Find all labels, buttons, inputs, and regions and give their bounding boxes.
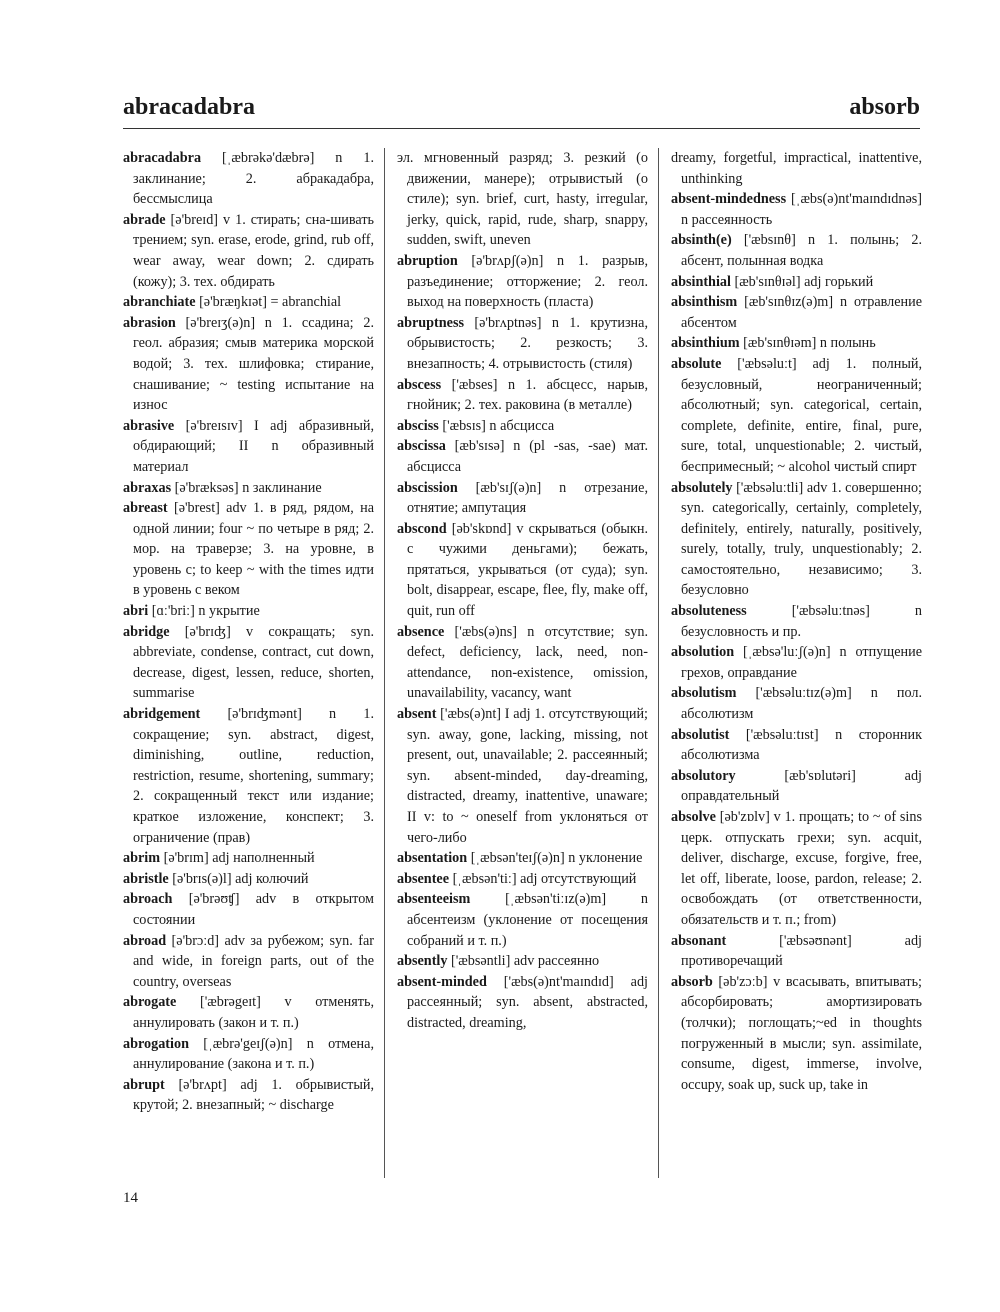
headword: abrade bbox=[123, 211, 166, 228]
dictionary-entry bbox=[397, 848, 648, 869]
entry-definition: ['æbrəgeɪt] v отменять, аннулировать (закон и т. п.) bbox=[133, 994, 374, 1031]
dictionary-entry bbox=[671, 807, 922, 931]
entry-definition: [ˌæbsə'luːʃ(ə)n] n отпущение грехов, оправдание bbox=[681, 644, 922, 681]
dictionary-entry bbox=[671, 683, 922, 724]
headword: abreast bbox=[123, 500, 168, 517]
page-header bbox=[123, 92, 920, 129]
entry-definition: [ə'brʌpʃ(ə)n] n 1. разрыв, разъединение; отторжение; 2. геол. выход на поверхность (пласта) bbox=[407, 252, 648, 311]
dictionary-entry bbox=[397, 889, 648, 951]
dictionary-entry bbox=[123, 313, 374, 416]
entry-definition: [ˌæbsən'teɪʃ(ə)n] n уклонение bbox=[467, 850, 643, 867]
entry-definition: [æb'sɒlutəri] adj оправдательный bbox=[681, 767, 922, 805]
dictionary-entry bbox=[671, 189, 922, 230]
dictionary-entry bbox=[397, 704, 648, 848]
dictionary-entry bbox=[397, 416, 648, 437]
headword: abridgement bbox=[123, 706, 201, 723]
entry-definition: ['æbsəluːtɪst] n сторонник абсолютизма bbox=[681, 726, 922, 764]
entry-definition: ['æbsəluːt] adj 1. полный, безусловный, неограниченный; абсолютный; syn. categorical, certain, complete, definite, entire, final, pure, sure, total, unquestionable; 2. чистый, беспримесный; ~ alcohol чистый спирт bbox=[681, 355, 922, 475]
headword: abroach bbox=[123, 891, 173, 908]
dictionary-entry bbox=[123, 848, 374, 869]
headword: abrogate bbox=[123, 994, 177, 1011]
entry-definition: [æb'sɪsə] n (pl -sas, -sae) мат. абсцисса bbox=[407, 438, 648, 475]
headword: absent-mindedness bbox=[671, 191, 787, 208]
entry-definition: ['æbsɪs] n абсцисса bbox=[438, 417, 555, 434]
entry-definition: [ə'breɪsɪv] I adj абразивный, обдирающий; II n образивный материал bbox=[133, 417, 374, 475]
headword: abrim bbox=[123, 850, 161, 867]
dictionary-entry bbox=[397, 148, 648, 251]
entry-definition: ['æbsəluːtli] adv 1. совершенно; syn. categorically, certainly, completely, definitely, entirely, naturally, positively, surely, totally, truly, unquestionably; 2. самостоятельно, независимо; 3. безусловно bbox=[681, 479, 922, 599]
entry-definition: [ɑː'briː] n укрытие bbox=[148, 603, 260, 620]
dictionary-entry bbox=[671, 766, 922, 807]
entry-definition: ['æbsəluːtnəs] n безусловность и пр. bbox=[681, 603, 922, 640]
headword: absorb bbox=[671, 973, 713, 990]
headword: abracadabra bbox=[123, 150, 202, 166]
dictionary-entry bbox=[397, 313, 648, 375]
headword: absinth(e) bbox=[671, 232, 732, 249]
headword: absonant bbox=[671, 932, 727, 949]
entry-definition: [ˌæbrəkə'dæbrə] n 1. заклинание; 2. абракадабра, бессмыслица bbox=[133, 150, 374, 208]
column-2 bbox=[397, 148, 648, 1034]
entry-definition: [ˌæbs(ə)nt'maɪndɪdnəs] n рассеянность bbox=[681, 191, 922, 228]
column-divider bbox=[658, 148, 659, 1178]
entry-definition: [ˌæbrə'geɪʃ(ə)n] n отмена, аннулирование (закона и т. п.) bbox=[133, 1035, 374, 1073]
headword: absolute bbox=[671, 355, 722, 372]
dictionary-entry bbox=[123, 148, 374, 210]
headword: abraxas bbox=[123, 479, 172, 496]
dictionary-entry bbox=[123, 601, 374, 622]
entry-definition: [ə'brʌpt] adj 1. обрывистый, крутой; 2. внезапный; ~ discharge bbox=[133, 1076, 374, 1114]
entry-definition: [ə'brʌptnəs] n 1. крутизна, обрывистость; 2. резкость; 3. внезапность; 4. отрывистость (стиля) bbox=[407, 314, 648, 372]
dictionary-entry bbox=[397, 251, 648, 313]
headword: absent bbox=[397, 706, 437, 723]
headword: abscission bbox=[397, 479, 458, 496]
dictionary-entry bbox=[123, 498, 374, 601]
headword: absolutist bbox=[671, 726, 730, 743]
dictionary-entry bbox=[671, 478, 922, 602]
entry-definition: [ə'brəʊʧ] adv в открытом состоянии bbox=[133, 891, 374, 928]
entry-definition: [ə'brest] adv 1. в ряд, рядом, на одной линии; four ~ по четыре в ряд; 2. мор. на траверзе; 3. на уровне, в уровень с; to keep ~ with the times идти в уровень с веком bbox=[133, 500, 374, 599]
running-head-first-entry: abracadabra bbox=[123, 94, 255, 120]
entry-definition: [æb'sɪnθɪəm] n полынь bbox=[739, 335, 876, 352]
entry-definition: [ə'brɪʤ] v сокращать; syn. abbreviate, condense, contract, cut down, decrease, digest, lessen, reduce, shorten, summarise bbox=[133, 623, 374, 702]
headword: abrasion bbox=[123, 314, 176, 331]
column-3 bbox=[671, 148, 922, 1095]
dictionary-entry bbox=[123, 416, 374, 478]
headword: abruption bbox=[397, 252, 458, 269]
dictionary-entry bbox=[123, 292, 374, 313]
dictionary-entry bbox=[397, 375, 648, 416]
column-1 bbox=[123, 148, 374, 1116]
dictionary-entry bbox=[671, 148, 922, 189]
page-number: 14 bbox=[123, 1190, 138, 1206]
headword: absoluteness bbox=[671, 603, 747, 620]
entry-definition: [əb'zɒlv] v 1. прощать; to ~ of sins церк. отпускать грехи; syn. acquit, deliver, discharge, excuse, forgive, free, let off, liberate, loose, pardon, release; 2. освобождать (от ответственности, обязательств и т. п.; from) bbox=[681, 809, 922, 928]
headword: abranchiate bbox=[123, 294, 196, 311]
headword: absenteeism bbox=[397, 891, 471, 908]
headword: abruptness bbox=[397, 314, 465, 331]
entry-definition: [ə'brɔːd] adv за рубежом; syn. far and wide, in foreign parts, out of the country, overseas bbox=[133, 932, 374, 990]
headword: abri bbox=[123, 603, 149, 620]
headword: abscissa bbox=[397, 438, 446, 455]
entry-definition: ['æbs(ə)nt] I adj 1. отсутствующий; syn. away, gone, lacking, missing, not present, out, unavailable; 2. рассеянный; syn. absent-minded, day-dreaming, distracted, dreamy, inattentive, unaware; II v: to ~ oneself from уклоняться от чего-либо bbox=[407, 706, 648, 846]
headword: abscess bbox=[397, 376, 442, 393]
running-head-last-entry: absorb bbox=[849, 94, 920, 120]
headword: absently bbox=[397, 953, 448, 970]
entry-definition: [ə'bræŋkɪət] = abranchial bbox=[195, 294, 342, 311]
headword: absinthism bbox=[671, 294, 738, 311]
headword: absolve bbox=[671, 809, 716, 825]
dictionary-entry bbox=[123, 992, 374, 1033]
headword: abroad bbox=[123, 932, 167, 949]
entry-definition: [ə'brɪʤmənt] n 1. сокращение; syn. abstract, digest, diminishing, outline, reduction, restriction, resume, shortening, summary; 2. сокращенный текст или издание; краткое изложение, конспект; 3. ограничение (прав) bbox=[133, 706, 374, 846]
dictionary-entry bbox=[123, 931, 374, 993]
entry-definition: [əb'skɒnd] v скрываться (обыкн. с чужими деньгами); бежать, прятаться, укрываться (от суда); syn. bolt, disappear, escape, flee, fly, make off, quit, run off bbox=[407, 520, 648, 620]
headword: abrupt bbox=[123, 1076, 165, 1093]
entry-definition: [ə'brɪm] adj наполненный bbox=[160, 850, 315, 867]
headword: absciss bbox=[397, 417, 439, 434]
headword: absolutely bbox=[671, 479, 733, 496]
entry-definition: [ə'breɪʒ(ə)n] n 1. ссадина; 2. геол. абразия; смыв материка морской водой; 3. тех. шлифовка; стирание, снашивание; ~ testing испытание на износ bbox=[133, 314, 374, 414]
entry-definition: [æb'sɪnθɪəl] adj горький bbox=[730, 273, 874, 290]
headword: abscond bbox=[397, 520, 447, 537]
dictionary-entry bbox=[397, 951, 648, 972]
dictionary-entry bbox=[671, 272, 922, 293]
entry-definition: [ˌæbsən'tiːɪz(ə)m] n абсентеизм (уклонение от посещения собраний и т. п.) bbox=[407, 891, 648, 949]
dictionary-entry bbox=[397, 478, 648, 519]
dictionary-columns bbox=[123, 148, 920, 1190]
headword: absinthium bbox=[671, 335, 740, 352]
dictionary-entry bbox=[671, 642, 922, 683]
dictionary-entry bbox=[123, 889, 374, 930]
entry-definition: ['æbs(ə)nt'maɪndɪd] adj рассеянный; syn. absent, abstracted, distracted, dreaming, bbox=[407, 973, 648, 1031]
headword: absolutism bbox=[671, 685, 737, 702]
entry-definition: ['æbses] n 1. абсцесс, нарыв, гнойник; 2. тех. раковина (в металле) bbox=[407, 376, 648, 414]
entry-definition: [əb'zɔːb] v всасывать, впитывать; абсорбировать; амортизировать (толчки); поглощать;~ed in thoughts погруженный в мысли; syn. assimilate, consume, digest, immerse, involve, occupy, soak up, suck up, take in bbox=[681, 973, 922, 1093]
entry-definition: dreamy, forgetful, impractical, inattentive, unthinking bbox=[671, 150, 922, 187]
dictionary-entry bbox=[671, 230, 922, 271]
dictionary-entry bbox=[671, 725, 922, 766]
dictionary-entry bbox=[397, 869, 648, 890]
dictionary-entry bbox=[671, 601, 922, 642]
headword: absinthial bbox=[671, 273, 731, 290]
dictionary-entry bbox=[671, 292, 922, 333]
headword: absentation bbox=[397, 850, 468, 867]
entry-definition: [æb'sɪnθɪz(ə)m] n отравление абсентом bbox=[681, 294, 922, 331]
entry-definition: [ə'brɪs(ə)l] adj колючий bbox=[168, 870, 309, 887]
dictionary-entry bbox=[123, 869, 374, 890]
dictionary-entry bbox=[123, 1034, 374, 1075]
entry-definition: ['æbs(ə)ns] n отсутствие; syn. defect, deficiency, lack, need, non-attendance, non-existence, omission, unavailability, vacancy, want bbox=[407, 623, 648, 702]
headword: abristle bbox=[123, 870, 169, 887]
dictionary-entry bbox=[671, 354, 922, 478]
dictionary-entry bbox=[671, 333, 922, 354]
column-divider bbox=[384, 148, 385, 1178]
dictionary-entry bbox=[123, 478, 374, 499]
dictionary-entry bbox=[397, 519, 648, 622]
dictionary-entry bbox=[123, 704, 374, 848]
dictionary-entry bbox=[123, 622, 374, 704]
entry-definition: [ə'bræksəs] n заклинание bbox=[171, 479, 322, 496]
headword: absolutory bbox=[671, 767, 736, 784]
headword: abridge bbox=[123, 623, 170, 640]
dictionary-entry bbox=[123, 1075, 374, 1116]
dictionary-entry bbox=[397, 972, 648, 1034]
headword: abrogation bbox=[123, 1035, 189, 1052]
dictionary-entry bbox=[397, 436, 648, 477]
entry-definition: ['æbsəntli] adv рассеянно bbox=[447, 953, 600, 970]
dictionary-entry bbox=[397, 622, 648, 704]
headword: absolution bbox=[671, 644, 735, 661]
entry-definition: ['æbsɪnθ] n 1. полынь; 2. абсент, полынная водка bbox=[681, 232, 922, 269]
headword: absence bbox=[397, 623, 445, 640]
headword: absentee bbox=[397, 870, 450, 887]
entry-definition: [æb'sɪʃ(ə)n] n отрезание, отнятие; ампутация bbox=[407, 479, 648, 517]
entry-definition: эл. мгновенный разряд; 3. резкий (о движении, манере); отрывистый (о стиле); syn. brief, curt, hasty, irregular, jerky, quick, rapid, rude, sharp, snappy, sudden, swift, uneven bbox=[397, 150, 648, 249]
dictionary-entry bbox=[671, 972, 922, 1096]
entry-definition: ['æbsəluːtɪz(ə)m] n пол. абсолютизм bbox=[681, 685, 922, 723]
headword: abrasive bbox=[123, 417, 175, 434]
entry-definition: ['æbsəʊnənt] adj противоречащий bbox=[681, 932, 922, 970]
entry-definition: [ˌæbsən'tiː] adj отсутствующий bbox=[449, 870, 637, 887]
dictionary-entry bbox=[671, 931, 922, 972]
headword: absent-minded bbox=[397, 973, 487, 990]
dictionary-entry bbox=[123, 210, 374, 292]
entry-definition: [ə'breɪd] v 1. стирать; сна-шивать трением; syn. erase, erode, grind, rub off, wear away, wear down; 2. сдирать (кожу); 3. тех. обдирать bbox=[133, 211, 374, 290]
